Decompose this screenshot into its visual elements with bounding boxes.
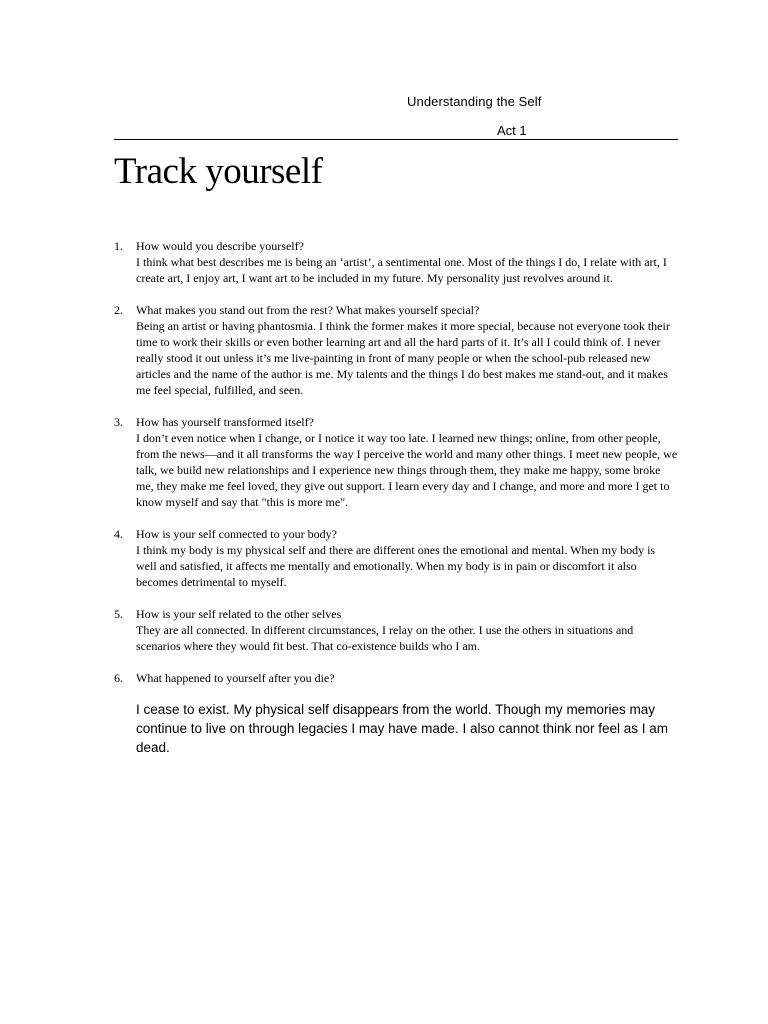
question-number: 5. [114, 607, 123, 621]
question-item-6 [114, 670, 678, 757]
answer-text: I think my body is my physical self and there are different ones the emotional and mental. When my body is well and satisfied, it affects me mentally and emotionally. When my body is in pain or discomfort it also becomes detrimental to myself. [136, 543, 656, 589]
question-item-1 [114, 238, 678, 286]
question-item-2 [114, 302, 678, 398]
header-divider [114, 139, 678, 140]
question-item-4 [114, 526, 678, 590]
question-number: 3. [114, 415, 123, 429]
answer-text: I think what best describes me is being an ‘artist’, a sentimental one. Most of the things I do, I relate with art, I create art, I enjoy art, I want art to be included in my future. My personality just revolves around it. [136, 255, 667, 285]
question-number: 6. [114, 671, 123, 685]
answer-text: They are all connected. In different circumstances, I relay on the other. I use the others in situations and scenarios where they would fit best. That co-existence builds who I am. [136, 623, 634, 653]
question-text: How is your self related to the other selves [136, 607, 342, 621]
question-item-5 [114, 606, 678, 654]
question-text: How would you describe yourself? [136, 239, 304, 253]
activity-label: Act 1 [497, 123, 527, 138]
question-text: How has yourself transformed itself? [136, 415, 314, 429]
course-title: Understanding the Self [407, 94, 542, 109]
answer-text: I don’t even notice when I change, or I notice it way too late. I learned new things; online, from other people, from the news—and it all transforms the way I perceive the world and many other things. I meet new people, we talk, we build new relationships and I experience new things through them, they make me happy, some broke me, they make me feel loved, they give out support. I learn every day and I change, and more and more I get to know myself and say that "this is more me". [136, 431, 678, 509]
question-number: 1. [114, 239, 123, 253]
page-title: Track yourself [114, 151, 323, 192]
question-text: How is your self connected to your body? [136, 527, 337, 541]
question-list [114, 238, 678, 773]
answer-text: Being an artist or having phantosmia. I think the former makes it more special, because not everyone took their time to work their skills or even bother learning art and all the hard parts of it. It’s all I could think of. I never really stood it out unless it’s me live-painting in front of many people or when the school-pub released new articles and the name of the author is me. My talents and the things I do best makes me stand-out, and it makes me feel special, fulfilled, and seen. [136, 319, 670, 397]
question-number: 4. [114, 527, 123, 541]
answer-text: I cease to exist. My physical self disappears from the world. Though my memories may continue to live on through legacies I may have made. I also cannot think nor feel as I am dead. [136, 702, 669, 755]
question-text: What happened to yourself after you die? [136, 671, 335, 685]
question-item-3 [114, 414, 678, 510]
question-text: What makes you stand out from the rest? What makes yourself special? [136, 303, 480, 317]
question-number: 2. [114, 303, 123, 317]
